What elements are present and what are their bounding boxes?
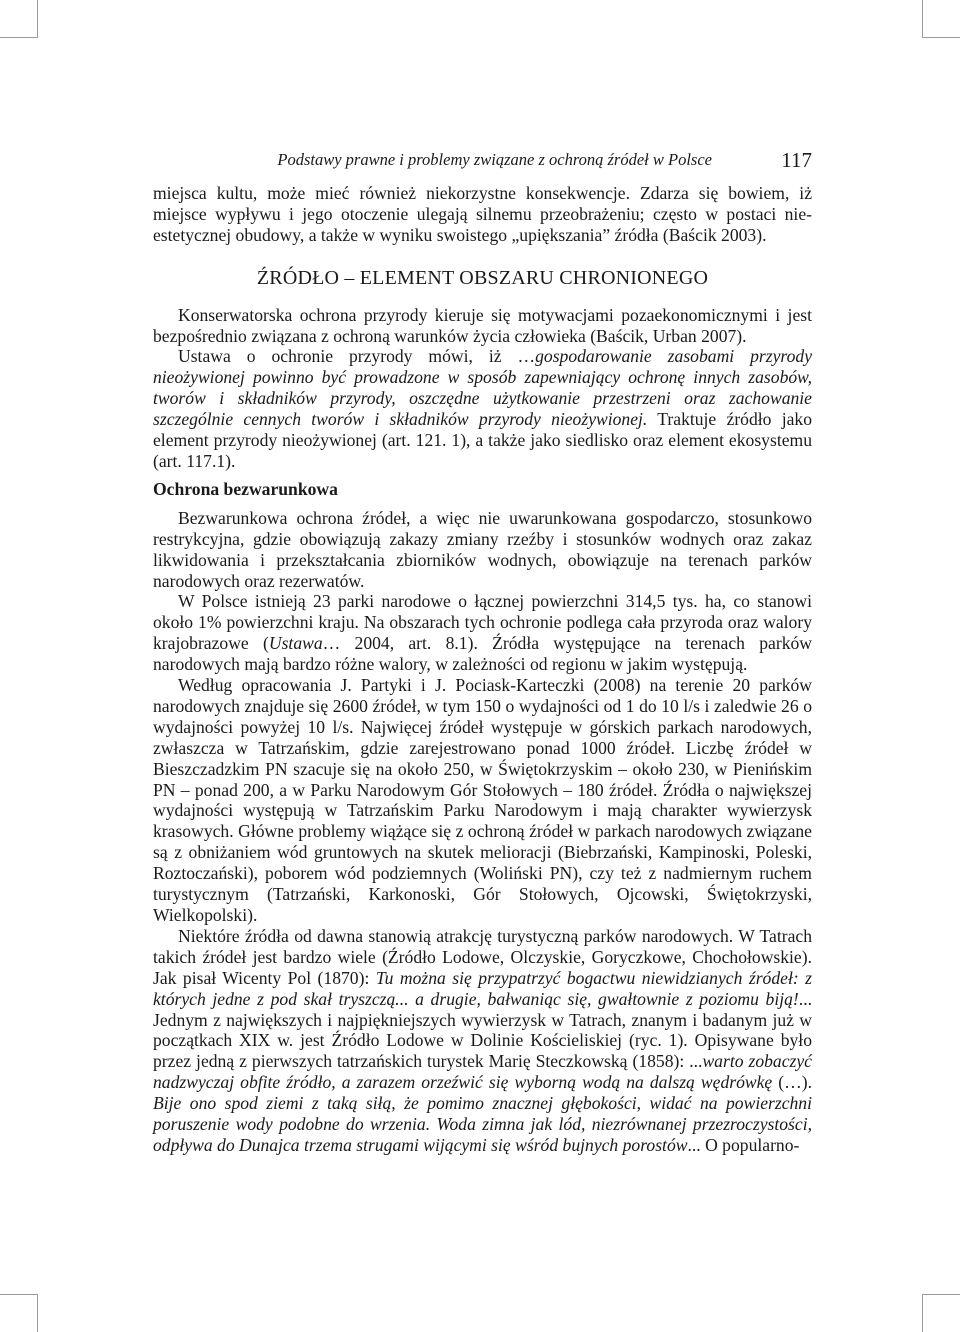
crop-mark-top-left — [37, 0, 38, 38]
subsection-paragraph-4 — [153, 926, 812, 1156]
section-paragraph-2-tail: Traktuje źródło jako element przyrody nieożywionej (art. 121. 1), a także jako siedlisko oraz element ekosystemu (art. 117.1). — [153, 409, 813, 471]
crop-mark-top-right — [922, 0, 923, 38]
subsection-paragraph-4-text: Niektóre źródła od dawna stanowią atrakcję turystyczną parków narodowych. W Tatrach takich źródeł jest bardzo wiele (Źródło Lodowe, Olczyskie, Goryczkowe, Chochołowskie). Jak pisał Wicenty Pol (1870): — [153, 925, 812, 988]
pol-quote: Tu można się przypatrzyć bogactwu niewidzianych źródeł: z których jedne z pod skał tryszczą... a drugie, bałwaniąc się, gwałtownie z poziomu biją! — [153, 967, 812, 1009]
subsection-paragraph-2 — [153, 591, 812, 675]
ellipsis-bracket: (…). — [772, 1072, 813, 1093]
running-head — [0, 148, 812, 174]
steczkowska-quote-2: Bije ono spod ziemi z taką siłą, że pomimo znacznej głębokości, widać na powierzchni poruszenie wody podobne do wrzenia. Woda zimna jak lód, niezrównanej przezroczystości, odpływa do Dunajca trzema strugami wijącymi się wśród bujnych porostów — [153, 1093, 812, 1155]
section-paragraph-1: Konserwatorska ochrona przyrody kieruje się motywacjami pozaekonomicznymi i jest bezpośrednio związana z ochroną warunków życia człowieka (Baścik, Urban 2007). — [153, 304, 812, 346]
crop-mark-bottom-left — [37, 1294, 38, 1332]
act-quote: gospodarowanie zasobami przyrody nieożywionej powinno być prowadzone w sposób zapewniający ochronę innych zasobów, tworów i składników przyrody, oszczędne użytkowanie przestrzeni oraz zachowanie szczególnie cennych tworów i składników przyrody nieożywionej. — [153, 346, 813, 430]
page-body — [153, 183, 812, 1156]
section-paragraph-2 — [153, 346, 812, 471]
crop-mark-right-top — [922, 37, 960, 38]
subsection-paragraph-2-tail: … 2004, art. 8.1). Źródła występujące na terenach parków narodowych mają bardzo różne walory, w zależności od regionu w jakim występują. — [153, 633, 812, 675]
running-title: Podstawy prawne i problemy związane z ochroną źródeł w Polsce — [277, 150, 712, 169]
subsection-paragraph-3: Według opracowania J. Partyki i J. Pociask-Karteczki (2008) na terenie 20 parków narodowych znajduje się 2600 źródeł, w tym 150 o wydajności od 1 do 10 l/s i zaledwie 26 o wydajności powyżej 10 l/s. Najwięcej źródeł występuje w górskich parkach narodowych, zwłaszcza w Tatrzańskim, gdzie zarejestrowano ponad 1000 źródeł. Liczbę źródeł w Bieszczadzkim PN szacuje się na około 250, w Świętokrzyskim – około 230, w Pienińskim PN – ponad 200, a w Parku Narodowym Gór Stołowych – 180 źródeł. Źródła o największej wydajności występują w Tatrzańskim Parku Narodowym i mają charakter wywierzysk krasowych. Główne problemy wiążące się z ochroną źródeł w parkach narodowych związane są z obniżaniem wód gruntowych na skutek melioracji (Biebrzański, Kampinoski, Poleski, Roztoczański), poborem wód podziemnych (Woliński PN), czy też z nadmiernym ruchem turystycznym (Tatrzański, Karkonoski, Gór Stołowych, Ojcowski, Świętokrzyski, Wielkopolski). — [153, 675, 812, 925]
crop-mark-bottom-right — [922, 1294, 923, 1332]
crop-mark-right-bottom — [922, 1294, 960, 1295]
steczkowska-quote-1: warto zobaczyć nadzwyczaj obfite źródło, a zarazem orzeźwić się wyborną wodą na dalszą wędrówkę — [153, 1051, 812, 1093]
subsection-paragraph-2-text: W Polsce istnieją 23 parki narodowe o łącznej powierzchni 314,5 tys. ha, co stanowi około 1% powierzchni kraju. Na obszarach tych ochronie podlega cała przyroda oraz walory krajobrazowe ( — [153, 591, 812, 654]
intro-paragraph: miejsca kultu, może mieć również niekorzystne konsekwencje. Zdarza się bowiem, iż miejsce wypływu i jego otoczenie ulegają silnemu przeobrażeniu; często w postaci nieestetycznej obudowy, a także w wyniku swoistego „upiększania” źródła (Baścik 2003). — [153, 183, 812, 245]
crop-mark-left-bottom — [0, 1294, 38, 1295]
act-citation: Ustawa — [268, 633, 323, 654]
subsection-paragraph-4-tail: ... O popularno- — [687, 1134, 800, 1155]
section-title: ŹRÓDŁO – ELEMENT OBSZARU CHRONIONEGO — [256, 266, 709, 289]
crop-mark-left-top — [0, 37, 38, 38]
subsection-title: Ochrona bezwarunkowa — [153, 478, 338, 499]
section-paragraph-2-text: Ustawa o ochronie przyrody mówi, iż … — [178, 346, 536, 367]
page-number: 117 — [781, 148, 812, 172]
subsection-paragraph-4-mid: ... Jednym z największych i najpiękniejszych wywierzysk w Tatrach, znanym i badanym już w początkach XIX w. jest Źródło Lodowe w Dolinie Kościeliskiej (ryc. 1). Opisywane było przez jedną z pierwszych tatrzańskich turystek Marię Steczkowską (1858): ... — [153, 988, 812, 1072]
subsection-paragraph-1: Bezwarunkowa ochrona źródeł, a więc nie uwarunkowana gospodarczo, stosunkowo restrykcyjna, gdzie obowiązują zakazy zmiany rzeźby i stosunków wodnych oraz zakaz likwidowania i przekształcania zbiorników wodnych, obowiązuje na terenach parków narodowych oraz rezerwatów. — [153, 507, 812, 591]
